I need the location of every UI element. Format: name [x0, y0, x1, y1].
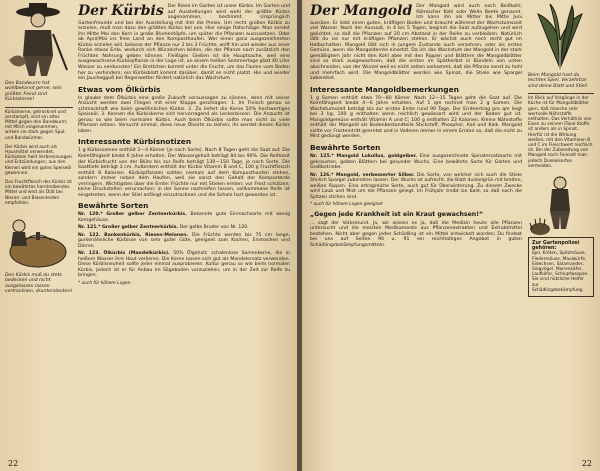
left-page — [0, 0, 297, 471]
sidebar-caption-top: Den Bandwurm hat wohlbekannt gerne, sein größter Feind sind Kürbiskerne! — [5, 81, 62, 103]
section-heading-bemerkungen: Interessante Mangoldbemerkungen — [310, 84, 459, 94]
sort-entry: Nr. 125.* Mangold Lukullus, goldgelber. Eine ausgezeichnete Spinatersatzsorte mit gekrausten, gelben Blättern bei gesunder Wuchs. Eine bewährte Sorte für Garten und Großbetriebe. — [310, 154, 522, 171]
page-number-left: 22 — [8, 459, 19, 468]
section-text-krankheit: ... sagt der Volksmund. Ja, wir wissen es ja, daß die Medizin heute alle Pflanzen untersucht und die meisten Medikamente aus Pflanzenextrakten und Extraktmittel bestehen. Nicht aber gegen jedes Schädling ist ein Mittel entwickelt worden; Du findest bei uns auf Seiten 90 u. 91 ein reichhaltiges Angebot in guten Schädlingsbekämpfungsmitteln. — [310, 220, 522, 248]
section-heading-oelkuerbis: Etwas vom Ölkürbis — [78, 84, 161, 94]
sidebar-note-1: Im Blick auf Vorgänge in der Küche ist für Mangoldblätter gern, daß manche sehr wertvolle Nährstoffe enthalten. Das Verhältnis von Eisen zu seinem Fäkal-Stoffe ist anders als in Spinat. Hierfür ist die Wirkung weißen, mit den Vitaminen B und C im Fleischwert reichlich ist. Bei der Zubereitung von Mangold noch Feinzelt man jedoch Dunkelsorten vermeiden. — [528, 96, 593, 169]
intro-text: Der Riese im Garten ist unser Kürbis. Im Garten und auf Ausstellungen wird wohl der größte Kürbis angenommen, bestimmt. Ursprünglich Gartenfreunde und bei der Ausstellung mit ihm die Preise. Um recht großen Kürbis zu erzielen, muß man dazu den größten Kürbis bei uns. Hier einige Ratschläge: Man sendet ihn Mitte Mai den Kern in große Blumentöpfe, um später die Pflanzen auszusetzen. Oder ab April/Mai ins freie Land an den Komposthaufen. Wer einen ganz ausgezeichneten Kürbis erzielen will, belasse der Pflanze nur 2 bis 3 Früchte, wirft hin und wieder aus einer Ranke etwas Erde, wodurch sich Würzelchen bilden, die der Pflanze noch zusätzlich den Früchten Nahrung geben können. Fleißiges Gießen ist die Hauptsache, weil eine ausgewachsene Kürbispflanze in der Lage ist, an einem heißen Sommertage glatt 40 Liter Wasser zu verdunsten! Ein Brettchen kommt unter die Frucht, um das Faulen vom Boden her zu verhindern; ein Kürbisblatt kommt darüber, damit es nicht platzt. Hin und wieder ein Jauchegguß bei Regenwetter fördert natürlich das Wachstum. — [78, 4, 290, 82]
divider — [528, 93, 594, 94]
section-text-oelkuerbis: In glaube dem Ölkürbis eine große Zukunft voraussagen zu können, denn mit seiner Anzucht werden zwei Fliegen mit einer Klappe geschlagen: 1. Im Fleisch genau so schmackhaft wie beim gewöhnlichen Kürbis. 2. Zu liefert die Kerne 50% hochwertiges Speiseöl. 3. Kennen die Kürbiskerne sich hervorragend als Leckerbissen. Die Anzucht ist genau so wie beim normalen Kürbis. Auch beim Ölkürbis sollte man nicht zu viele Pflanzen setzen. Versucht einmal, diese neue Ölsorte zu ziehen; ihr werdet diesen Kürbis loben. — [78, 95, 290, 134]
sidebar-caption-bottom: Den Kürbis muß du stets bedecken und nicht ausgelassen lassen vertrocknen, drunterstecken! — [5, 273, 73, 295]
sort-entry: Nr. 126.* Mangold, verbesserter Silber. Die Sorte, von welcher sich auch die Stiele ähnlich Spargel zubereiten lassen. Der Wuchs ist aufrecht, die Blatt dunkelgrün mit breiten, weißen Rippen. Eine ertragreiche Sorte, auch gut für Überwinterung. Zu diesem Zwecke wird Laub und Mist um die Pflanzen gelegt. Im Frühjahr treibt sie bald, so daß noch die Spitzen stichen sind. — [310, 172, 522, 200]
sort-entry: Nr. 122. Bankenkürbis, Riesen-Melonen. Die Früchte werden bis 75 cm lange, gurkenähnliche Kürbisse von sehr guter Güte, geeignet zum Kochen, Einmachen und Dörren. — [78, 232, 290, 249]
section-text-notizen: 1 g Kürbissamen enthält 2—4 Körner (je nach Sorte). Nach 8 Tagen geht die Saat auf. Die Keimfähigkeit bleibt 6 Jahre erhalten. Der Wassergehalt beträgt 84 bis 90%. Die Reifezeit der Kürbisfrucht von der Blüte bis zur Reife beträgt 130—150 Tage, je nach Sorte. Die Saattiefe beträgt 3 cm. Außerdem enthält der Kürbis Vitamin B und C, 100 g Fruchtfleisch enthält 8 Kalorien. Kürbispflanzen sollten niemals auf dem Komposthaufen stehen, sondern immer neben dem Haufen, weil sie sonst den Gehalt der Komposterde verringern. Wichtigstes über die Ernte: Früchte nur mit Stielen ernten; vor Frost schützen; keine Druckstellen verursachen; in der Sonne nachreifen lassen, vollkommene Reife ist eingetreten, wenn der Stiel anfängt einzutrocknen und die Schale hart geworden ist. — [78, 148, 290, 198]
sidebar-note-3: Das Fruchtfleisch des Kürbis ist ein bewährtes harntreibendes Mittel und wird als Diät bei Nieren- und Blasenleiden empfohlen. — [5, 180, 72, 206]
gardener-illustration — [5, 0, 71, 78]
right-sidebar — [528, 0, 594, 297]
chard-plant-illustration — [528, 0, 592, 70]
section-heading-sorten: Bewährte Sorten — [78, 201, 149, 211]
article-title-mangold: Der Mangold — [310, 3, 413, 19]
sort-entry: Nr. 121.* Großer gelber Zentnerkürbis. Der gelbe Bruder von Nr. 120. — [78, 225, 249, 231]
box-title: Zur Gartenpolizei gehören: — [532, 241, 580, 252]
sort-entry: Nr. 120.* Großer gelber Zentnerkürbis. Bekannte gute Einmachsorte mit wenig Kerngehäuse. — [78, 212, 290, 223]
section-heading-krankheit: „Gegen jede Krankheit ist ein Kraut gewachsen!“ — [310, 210, 484, 218]
right-main-column — [310, 0, 522, 250]
left-sidebar — [5, 0, 73, 298]
sidebar-note-1: Kürbiskerne, getrocknet und zerstampft, sind ein altes Mittel gegen den Bandwurm; mit Milch eingenommen, wirken sie stark gegen Spul- und Bandwürmer. — [5, 109, 68, 141]
footnote: * auch für höhere Lagen geeignet — [310, 202, 383, 208]
left-main-column — [78, 0, 290, 286]
intro-text: Der Mangold wird auch noch Beißkohl, Römischer Kohl oder Welle Beete genannt. Ich kann ihn als Mitter bis Mitte Juni aussäen. Er liebt einen guten, kräftigen Boden und braucht während der Wachstumszeit viel Wasser. Nach der Aussaat, in 4 bis 5 Tagen, beginnt die Saat aufzugehen und wird gelichtet, so daß die Pflanzen auf 20 cm Abstand in der Reihe zu verbleiben. Natürlich läßt du sie nur mit kräftigen Pflanzen stehen. Er wächst auch noch recht gut im Halbschatten. Mangold läßt sich in jungem Zustande auch verzehren, oder als erstes Gemüse, wenn die Mangoldernte einsetzt. Da ich das Wachstum der Mangold in der stark gemäßigtem Jahr nicht den Kohl aber mit den Rippen und Blättern die Mangoldblätter sind so stark ausgewachsen, daß die ersten im Spätherbst in Bündeln von unten abschneiden, von der Wurzel weil es nicht selten vorkommt, daß die Pflanze sonst zu hohl und mehrfach wird. Die Mangoldblätter werden wie Spinat, die Stiele wie Spargel zubereitet. — [310, 4, 522, 82]
right-page — [302, 0, 600, 471]
divider — [5, 107, 73, 108]
sidebar-note-2: Der Kürbis wird auch als Hausmittel verwendet, Kürbisbrei heilt Verbrennungen und Entzündungen; aus den Kernen wird ein gutes Speiseöl gewonnen. — [5, 144, 72, 176]
pumpkin-illustration — [5, 210, 71, 270]
footnote: * auch für höhere Lagen. — [78, 280, 132, 286]
article-title-kuerbis: Der Kürbis — [78, 3, 164, 19]
box-text: Igel, Kröten, Spitzmäuse, Fledermäuse, Maulwürfe, Eidechsen, Salamander, Singvögel, Marienkäfer, Laufkäfer, Schlupfwespen. Sie sind nützliche Helfer zur Schädlingsbekämpfung. — [532, 251, 589, 293]
garden-police-box — [528, 237, 594, 297]
section-text-bemerkungen: 1 g Samen enthält etwa 70—80 Körner. Nach 12—15 Tagen geht die Saat auf. Die Keimfähigkeit bleibt 4—6 Jahre erhalten. Auf 1 qm rechnet man 2 g Samen. Die Wachstumszeit beträgt bis zur ersten Ernte rund 90 Tage. Der Ernteertrag pro qm liegt bei 3 kg; 100 g enthalten wenn reichlich gewässert wird und der Boden gut ist. Mangoldgemüse enthält Vitamin A und C; 100 g enthalten 22 Kalorien. Kleine Nährstoffe enthält der Mangold als Bodenbestandteile Stickstoff, Phosphor, Kali und Kalk. Mangold sollte vor Frosteintritt geerntet und in Volleren immer in einem Ernten so, daß die nicht zu Mist gedüngt werden. — [310, 95, 522, 140]
section-heading-notizen: Interessante Kürbisnotizen — [78, 137, 192, 147]
sidebar-caption-top: Beim Mangold hast du leichtes Spiel, Verzehrbar sind deine Blatt und Stiel! — [528, 73, 588, 89]
page-number-right: 22 — [581, 459, 592, 468]
hedgehog-gardener-illustration — [528, 173, 592, 237]
section-heading-sorten: Bewährte Sorten — [310, 143, 381, 153]
sort-entry: Nr. 123. Ölkürbis (Mandelkürbis). 50% Ölgehalt; schalenlose Samenkerne, die in heißem Wasser ihre Haut verlieren. Die Kerne lassen sich gut als Mandelersatz verwenden. Diese Kürbisneuheit sollte jeder einmal ausprobieren. Kultur genau so wie beim normalen Kürbis, jedoch ist er für Anbau im Sägeboden vorzuziehen, um in der Zeit zur Reife zu bringen. — [78, 251, 290, 279]
